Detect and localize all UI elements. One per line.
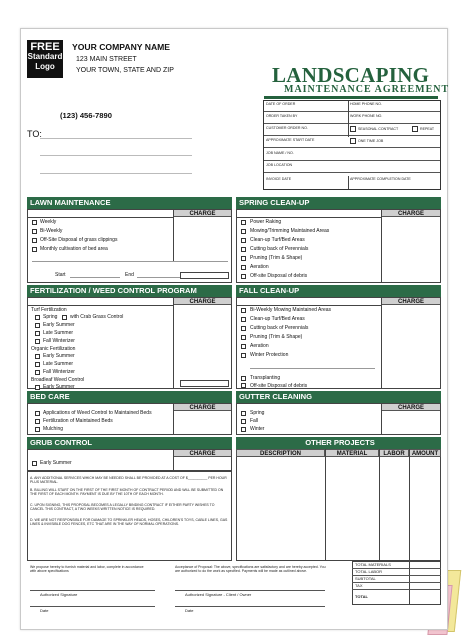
other-projects-table	[236, 449, 441, 561]
lawn-item-weekly: Weekly	[40, 219, 57, 225]
we-propose-text: We propose hereby to furnish material and labor, complete in accordance with above specifications	[30, 565, 144, 574]
organic-early-label: Early Summer	[43, 353, 75, 359]
grub-early-summer-checkbox[interactable]	[32, 461, 37, 466]
organic-late-checkbox[interactable]	[35, 362, 40, 367]
cleanup-turf-checkbox[interactable]	[241, 238, 246, 243]
client-signature-line[interactable]	[175, 590, 325, 591]
fertilization-header: FERTILIZATION / WEED CONTROL PROGRAM	[27, 285, 232, 297]
company-name: YOUR COMPANY NAME	[72, 42, 171, 52]
organic-fall-checkbox[interactable]	[35, 370, 40, 375]
fert-late-summer-label: Late Summer	[43, 330, 74, 336]
fall-aeration-checkbox[interactable]	[241, 344, 246, 349]
total-label: TOTAL	[355, 594, 368, 599]
weekly-checkbox[interactable]	[32, 220, 37, 225]
fall-pruning-checkbox[interactable]	[241, 335, 246, 340]
one-time-label: ONE TIME JOB	[358, 138, 384, 143]
total-labor-label: TOTAL LABOR	[355, 569, 383, 574]
fert-charge-header: CHARGE	[173, 297, 232, 305]
customer-order-label: CUSTOMER ORDER NO.	[266, 126, 308, 130]
lawn-start-line[interactable]	[70, 277, 120, 278]
invoice-date-label: INVOICE DATE	[266, 177, 292, 181]
fall-cleanup-header: FALL CLEAN-UP	[236, 285, 441, 297]
bed-care-header: BED CARE	[27, 391, 232, 403]
client-signature-label: Authorized Signature - Client / Owner	[185, 592, 252, 597]
date-label-2: Date	[185, 608, 194, 613]
fert-late-summer-checkbox[interactable]	[35, 331, 40, 336]
spring-item-7: Off-site Disposal of debris	[250, 273, 308, 279]
fertilization-beds-checkbox[interactable]	[35, 419, 40, 424]
gutter-winter-checkbox[interactable]	[241, 427, 246, 432]
gutter-item-3: Winter	[250, 426, 265, 432]
date-line-2[interactable]	[175, 606, 325, 607]
broadleaf-label: Broadleaf Weed Control	[31, 377, 85, 383]
gutter-spring-checkbox[interactable]	[241, 411, 246, 416]
fall-item-4: Pruning (Trim & Shape)	[250, 334, 303, 340]
grub-control-header: GRUB CONTROL	[27, 437, 232, 449]
one-time-checkbox[interactable]	[350, 138, 356, 144]
subtotal-label: SUBTOTAL	[355, 576, 376, 581]
term-d: D. WE ARE NOT RESPONSIBLE FOR DAMAGE TO SPRINKLER HEADS, HOSES, CHILDREN'S TOYS, CABLE LINES, GAS LINES & INVISIBLE DOG FENCES, ETC THAT ARE IN THE WAY OF NORMAL OPERATIONS.	[30, 518, 228, 527]
fall-cleanup-checkbox[interactable]	[241, 317, 246, 322]
repeat-option[interactable]	[412, 126, 434, 132]
spring-item-1: Power Raking	[250, 219, 282, 225]
gutter-item-2: Fall	[250, 418, 259, 424]
term-a: A. ANY ADDITIONAL SERVICES WHICH MAY BE NEEDED SHALL BE PROVIDED AT A COST OF $__________ PER HOUR PLUS MATERIAL.	[30, 476, 227, 485]
fert-early-summer-label: Early Summer	[43, 322, 75, 328]
power-raking-checkbox[interactable]	[241, 220, 246, 225]
seasonal-label: SEASONAL CONTRACT	[358, 126, 399, 131]
fert-charge-box[interactable]	[180, 380, 229, 387]
broadleaf-early-label: Early Summer	[43, 384, 75, 390]
work-phone-label: WORK PHONE NO.	[350, 114, 383, 118]
to-line-1[interactable]	[40, 138, 192, 139]
job-name-label: JOB NAME / NO.	[266, 151, 294, 155]
fert-fall-winterizer-checkbox[interactable]	[35, 339, 40, 344]
crab-grass-checkbox[interactable]	[62, 315, 67, 320]
term-c: C. UPON SIGNING, THIS PROPOSAL BECOMES A LEGALLY BINDING CONTRACT IF EITHER PARTY WISHES TO CANCEL THIS CONTRACT, A TWO WEEKS WRITTEN NOTICE IS REQUIRED.	[30, 503, 215, 512]
winter-protection-checkbox[interactable]	[241, 353, 246, 358]
grub-item-1: Early Summer	[40, 460, 72, 466]
order-taken-label: ORDER TAKEN BY	[266, 114, 298, 118]
spring-item-5: Pruning (Trim & Shape)	[250, 255, 303, 261]
pruning-checkbox[interactable]	[241, 256, 246, 261]
fall-cutting-checkbox[interactable]	[241, 326, 246, 331]
lawn-start-label: Start	[55, 272, 66, 278]
lawn-item-offsite: Off-Site Disposal of grass clippings	[40, 237, 118, 243]
organic-fall-label: Fall Winterizer	[43, 369, 75, 375]
lawn-maintenance-header: LAWN MAINTENANCE	[27, 197, 232, 209]
date-label: Date	[40, 608, 49, 613]
lawn-item-monthly: Monthly cultivation of bed area	[40, 246, 108, 252]
grub-charge-header: CHARGE	[173, 449, 232, 457]
approx-start-label: APPROXIMATE START DATE	[266, 138, 315, 142]
fall-item-3: Cutting back of Perennials	[250, 325, 309, 331]
amount-col-header: AMOUNT	[409, 449, 441, 457]
logo-line-3: Logo	[35, 62, 55, 71]
bed-item-2: Fertilization of Maintained Beds	[43, 418, 113, 424]
fall-biweekly-checkbox[interactable]	[241, 308, 246, 313]
weed-control-beds-checkbox[interactable]	[35, 411, 40, 416]
fert-early-summer-checkbox[interactable]	[35, 323, 40, 328]
tax-label: TAX	[355, 583, 363, 588]
spring-item-3: Clean-up Turf/Bed Areas	[250, 237, 305, 243]
bed-item-3: Mulching	[43, 426, 64, 432]
fall-item-5: Aeration	[250, 343, 269, 349]
monthly-cultivation-checkbox[interactable]	[32, 247, 37, 252]
acceptance-text: Acceptance of Proposal: The above, specifications are satisfactory and are hereby accepted. You are authorized to do the work as specified. Payments will be made as outlined above.	[175, 565, 326, 574]
term-b: B. BILLING WILL START ON THE FIRST OF THE FIRST MONTH OF CONTRACT PERIOD AND WILL BE SUBMITTED ON THE FIRST OF EACH MONTH. PAYMENT IS DUE BY THE 10TH OF EACH MONTH.	[30, 488, 224, 497]
gutter-fall-checkbox[interactable]	[241, 419, 246, 424]
authorized-signature-label: Authorized Signature	[40, 592, 78, 597]
organic-fertilization-label: Organic Fertilization	[31, 346, 76, 352]
company-city: YOUR TOWN, STATE AND ZIP	[76, 67, 174, 74]
cutting-perennials-checkbox[interactable]	[241, 247, 246, 252]
transplanting-label: Transplanting	[250, 375, 281, 381]
to-line-2[interactable]	[40, 155, 192, 156]
lawn-charge-header: CHARGE	[173, 209, 232, 217]
spring-charge-header: CHARGE	[381, 209, 441, 217]
to-label: TO:	[27, 129, 42, 139]
one-time-option[interactable]	[350, 138, 383, 144]
to-line-3[interactable]	[40, 173, 192, 174]
crab-grass-label: with Crab Grass Control	[70, 314, 124, 320]
gutter-item-1: Spring	[250, 410, 265, 416]
other-projects-header: OTHER PROJECTS	[236, 437, 441, 449]
fall-item-1: Bi-Weekly Mowing Maintained Areas	[250, 307, 332, 313]
bed-charge-header: CHARGE	[173, 403, 232, 411]
broadleaf-early-checkbox[interactable]	[35, 385, 40, 390]
authorized-signature-line[interactable]	[30, 590, 155, 591]
company-logo	[27, 40, 63, 78]
job-location-label: JOB LOCATION	[266, 163, 293, 167]
offsite-clippings-checkbox[interactable]	[32, 238, 37, 243]
spring-cleanup-header: SPRING CLEAN-UP	[236, 197, 441, 209]
logo-line-1: FREE	[30, 41, 60, 53]
gutter-charge-header: CHARGE	[381, 403, 441, 411]
turf-fertilization-label: Turf Fertilization	[31, 307, 67, 313]
fall-item-6: Winter Protection	[250, 352, 289, 358]
repeat-label: REPEAT	[420, 126, 435, 131]
aeration-checkbox[interactable]	[241, 265, 246, 270]
total-materials-label: TOTAL MATERIALS	[355, 562, 391, 567]
repeat-checkbox[interactable]	[412, 126, 418, 132]
order-info-box	[263, 100, 441, 190]
material-col-header: MATERIAL	[325, 449, 379, 457]
fert-spring-label: Spring	[43, 314, 58, 320]
offsite-debris-checkbox[interactable]	[241, 274, 246, 279]
lawn-item-biweekly: Bi-Weekly	[40, 228, 63, 234]
date-line[interactable]	[30, 606, 155, 607]
seasonal-contract-option[interactable]	[350, 126, 398, 132]
title-rule	[264, 96, 438, 99]
form-subtitle: MAINTENANCE AGREEMENT	[284, 84, 450, 95]
organic-late-label: Late Summer	[43, 361, 74, 367]
description-col-header: DESCRIPTION	[236, 449, 325, 457]
fert-spring-checkbox[interactable]	[35, 315, 40, 320]
form-title: LANDSCAPING	[272, 63, 430, 87]
labor-col-header: LABOR	[379, 449, 409, 457]
gutter-cleaning-header: GUTTER CLEANING	[236, 391, 441, 403]
organic-early-checkbox[interactable]	[35, 354, 40, 359]
fall-charge-header: CHARGE	[381, 297, 441, 305]
fall-offsite-checkbox[interactable]	[241, 383, 246, 388]
company-phone: (123) 456-7890	[60, 111, 112, 120]
biweekly-checkbox[interactable]	[32, 229, 37, 234]
mowing-checkbox[interactable]	[241, 229, 246, 234]
approx-completion-label: APPROXIMATE COMPLETION DATE	[350, 177, 411, 181]
lawn-end-label: End	[125, 272, 134, 278]
company-street: 123 MAIN STREET	[76, 56, 137, 63]
gutter-panel	[236, 403, 441, 435]
spring-item-4: Cutting back of Perennials	[250, 246, 309, 252]
bed-item-1: Applications of Weed Control to Maintained Beds	[43, 410, 152, 416]
home-phone-label: HOME PHONE NO.	[350, 102, 382, 106]
fall-offsite-label: Off-site Disposal of debris	[250, 383, 308, 389]
spring-item-6: Aeration	[250, 264, 269, 270]
transplanting-checkbox[interactable]	[241, 376, 246, 381]
mulching-checkbox[interactable]	[35, 427, 40, 432]
logo-line-2: Standard	[27, 52, 63, 61]
date-of-order-label: DATE OF ORDER	[266, 102, 296, 106]
fert-fall-winterizer-label: Fall Winterizer	[43, 338, 75, 344]
spring-item-2: Mowing/Trimming Maintained Areas	[250, 228, 330, 234]
fall-item-2: Clean-up Turf/Bed Areas	[250, 316, 305, 322]
seasonal-checkbox[interactable]	[350, 126, 356, 132]
lawn-charge-box[interactable]	[180, 272, 229, 279]
